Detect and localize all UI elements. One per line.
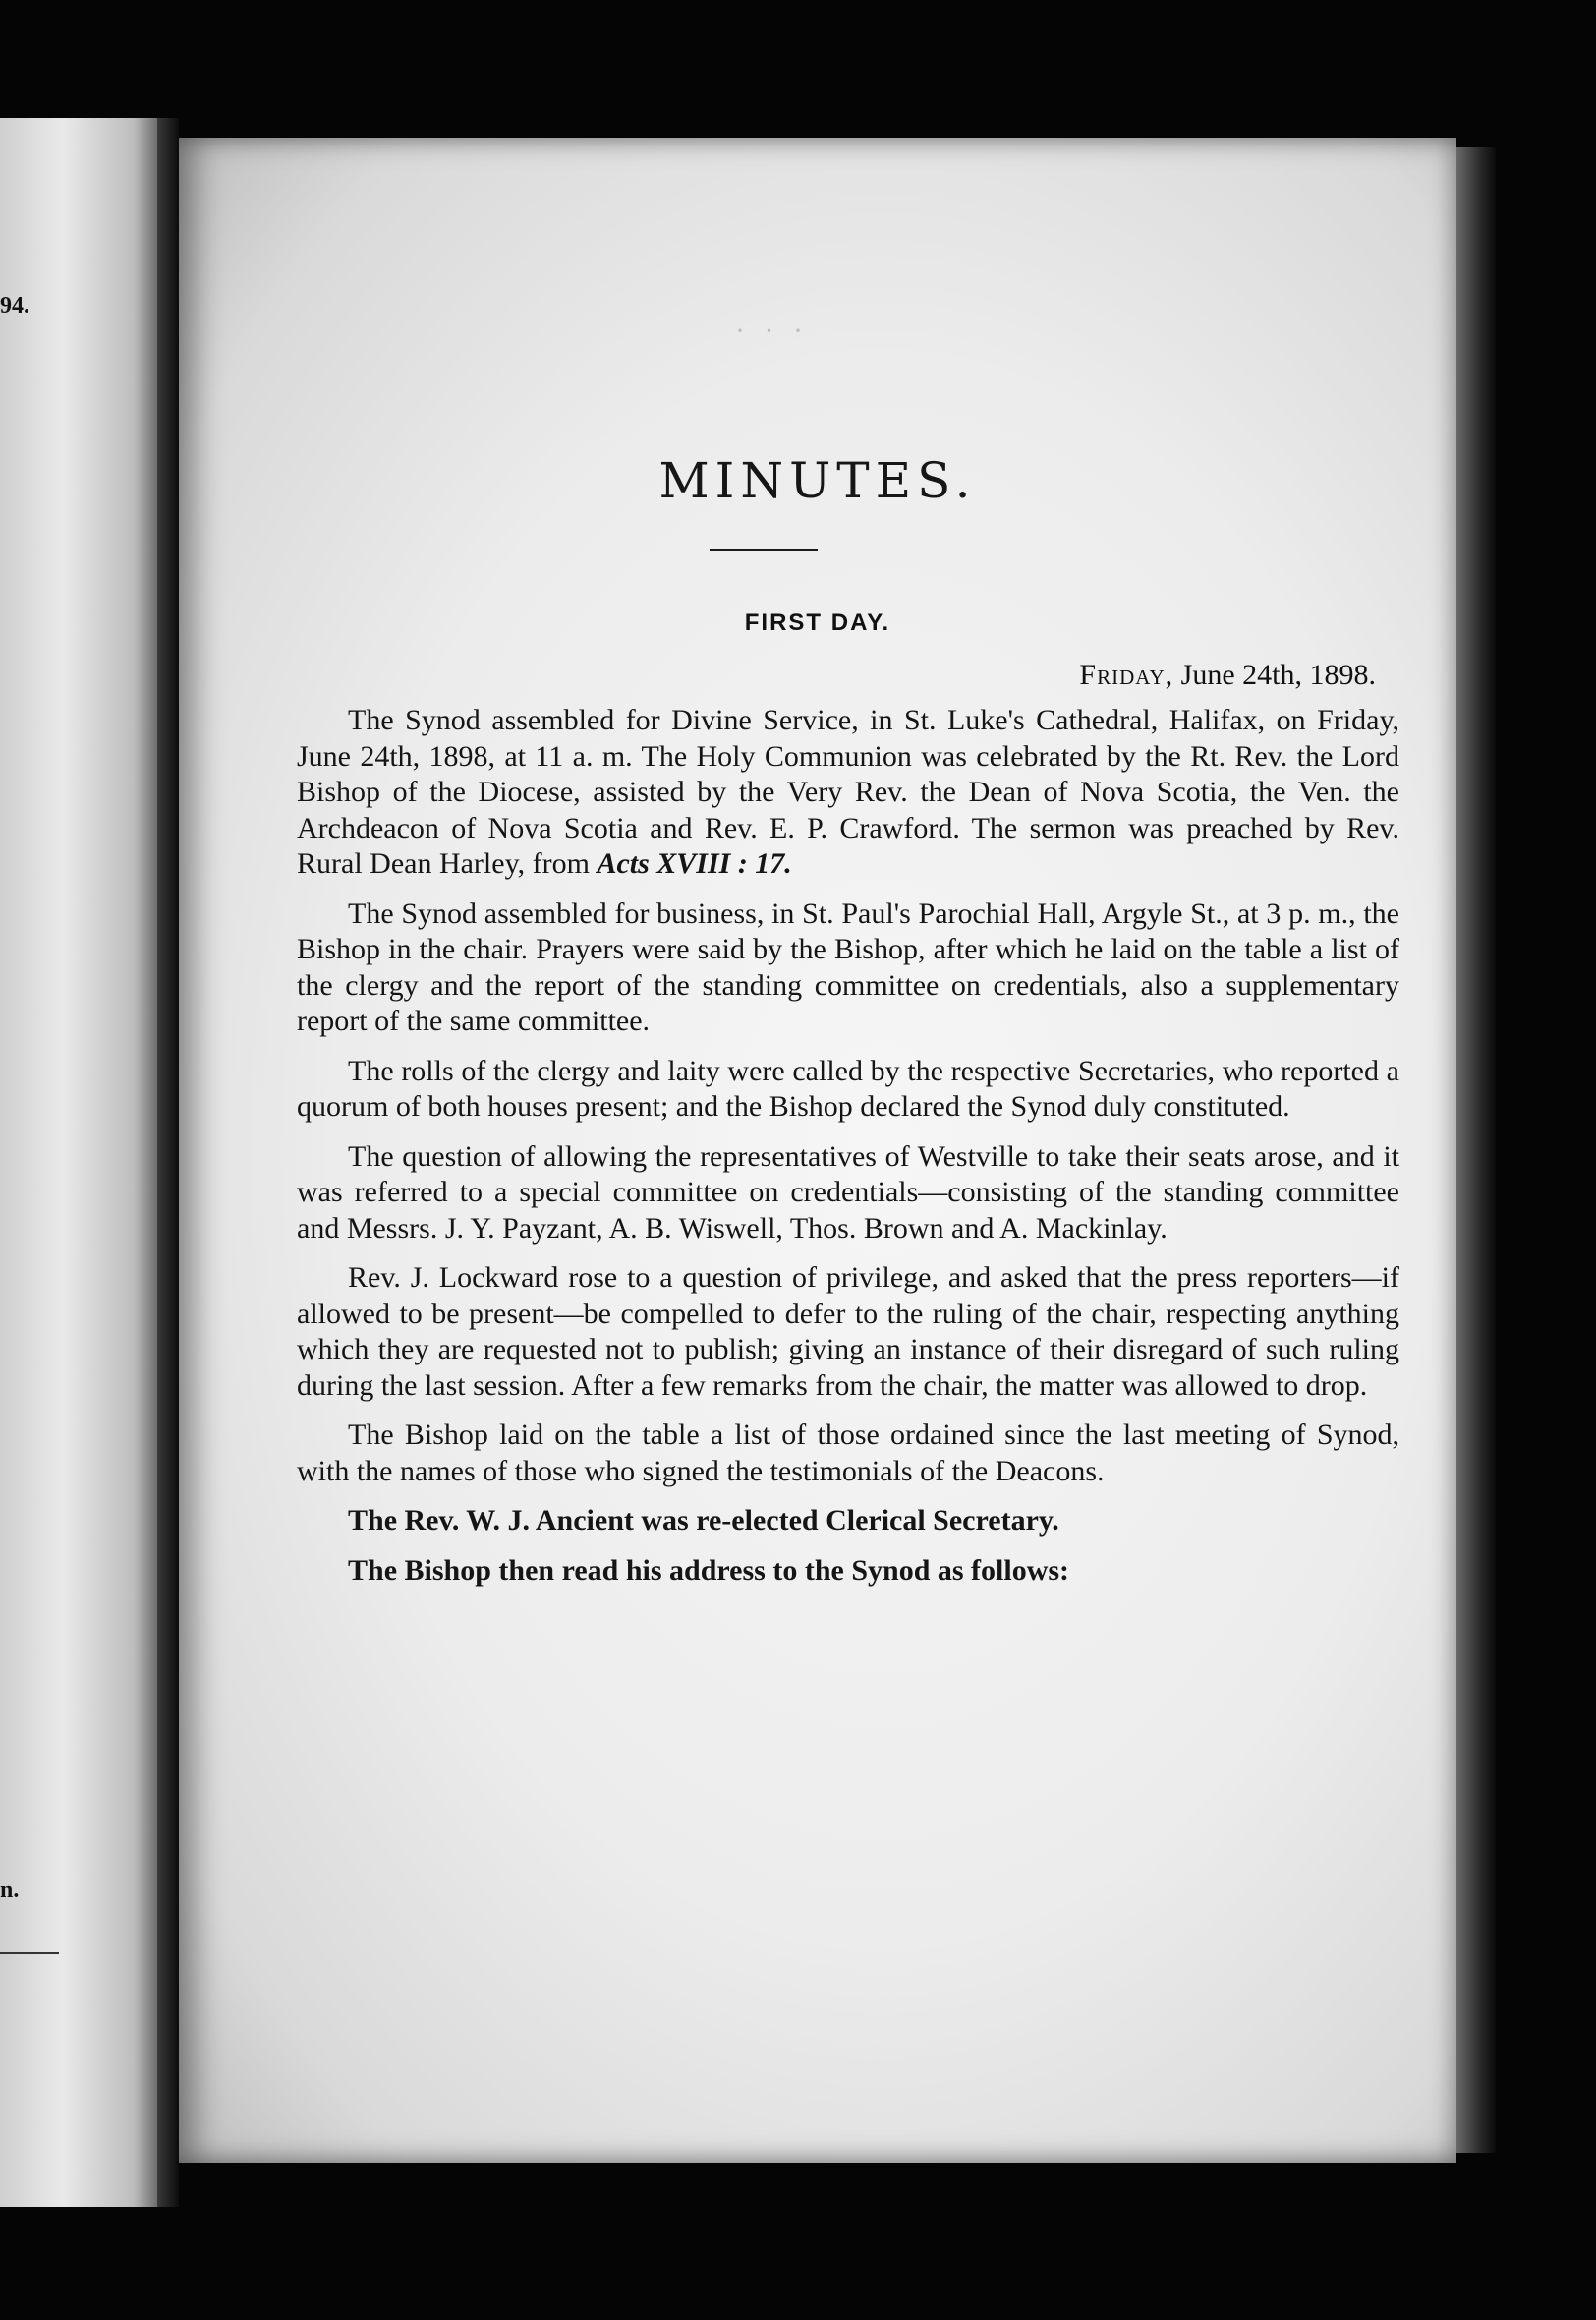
date-weekday: Friday, (1079, 659, 1174, 691)
section-heading: FIRST DAY. (744, 609, 891, 636)
document-page (179, 138, 1456, 2163)
meeting-date (1079, 659, 1376, 692)
paragraph: Rev. J. Lockward rose to a question of privilege, and asked that the press reporters—if allowed to be present—be compelled to defer to the ruling of the chair, respecting anything which they are requested not to publish; giving an instance of their disregard of such ruling during the last session. After a few remarks from the chair, the matter was allowed to drop. (297, 1261, 1399, 1402)
page-edge (1456, 147, 1496, 2153)
page-title: MINUTES. (658, 452, 977, 509)
facing-page (0, 118, 157, 2207)
facing-page-rule (0, 1952, 59, 1954)
title-rule (710, 549, 818, 551)
minutes-body (297, 703, 1399, 1602)
paragraph: The Rev. W. J. Ancient was re-elected Clerical Secretary. (348, 1504, 1059, 1537)
paragraph: The rolls of the clergy and laity were called by the respective Secretaries, who reported a quorum of both houses present; and the Bishop declared the Synod duly constituted. (297, 1054, 1399, 1123)
paragraph-text: The Synod assembled for Divine Service, in St. Luke's Cathedral, Halifax, on Friday, June 24th, 1898, at 11 a. m. The Holy Communion was celebrated by the Rt. Rev. the Lord Bishop of the Diocese, assisted by the Very Rev. the Dean of Nova Scotia, the Ven. the Archdeacon of Nova Scotia and Rev. E. P. Crawford. The sermon was preached by Rev. Rural Dean Harley, from (297, 704, 1399, 880)
book-gutter (157, 118, 179, 2207)
date-text: June 24th, 1898. (1173, 659, 1376, 691)
facing-page-fragment-top: 94. (0, 293, 29, 319)
scripture-reference: Acts XVIII : 17. (597, 847, 792, 880)
paragraph: The Bishop laid on the table a list of those ordained since the last meeting of Synod, with the names of those who signed the testimonials of the Deacons. (297, 1419, 1399, 1487)
paragraph (297, 703, 1399, 883)
facing-page-fragment-bottom: n. (0, 1878, 20, 1903)
paragraph: The Synod assembled for business, in St. Paul's Parochial Hall, Argyle St., at 3 p. m., the Bishop in the chair. Prayers were said by the Bishop, after which he laid on the table a list of the clergy and the report of the standing committee on credentials, also a supplementary report of the same committee. (297, 897, 1399, 1037)
paragraph: The question of allowing the representatives of Westville to take their seats arose, and it was referred to a special committee on credentials—consisting of the standing committee and Messrs. J. Y. Payzant, A. B. Wiswell, Thos. Brown and A. Mackinlay. (297, 1139, 1399, 1245)
paragraph: The Bishop then read his address to the Synod as follows: (348, 1553, 1070, 1587)
bleed-through-mark: · · · (729, 315, 803, 347)
